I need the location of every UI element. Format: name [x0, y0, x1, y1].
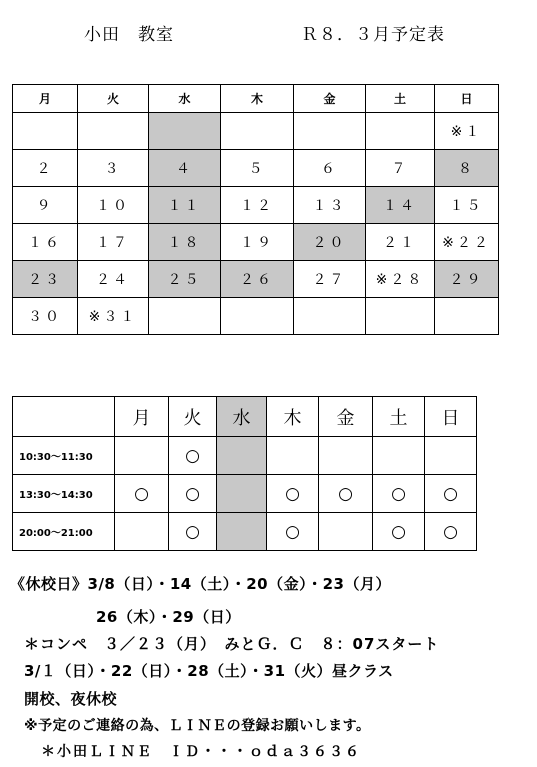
calendar-day-cell: [221, 298, 294, 335]
schedule-slot-cell: [217, 437, 267, 475]
calendar-day-cell: ２９: [435, 261, 499, 298]
closed-days-line-1: 《休校日》3/8（日）・14（土）・20（金）・23（月）: [10, 575, 391, 593]
schedule-slot-cell: [319, 513, 373, 551]
line-id: ＊小田ＬＩＮＥ ＩＤ・・・ｏｄａ３６３６: [41, 744, 361, 760]
calendar-day-cell: ８: [435, 150, 499, 187]
calendar-day-cell: [149, 298, 221, 335]
calendar-day-cell: [78, 113, 149, 150]
calendar-day-cell: １６: [13, 224, 78, 261]
calendar-day-cell: ３: [78, 150, 149, 187]
calendar-week-row: [13, 224, 499, 261]
schedule-slot-cell: ○: [319, 475, 373, 513]
schedule-time-row: [13, 437, 477, 475]
day-class-note: 開校、夜休校: [24, 690, 118, 708]
schedule-slot-cell: [319, 437, 373, 475]
calendar-day-cell: １０: [78, 187, 149, 224]
time-slot-label: 13:30～14:30: [13, 475, 115, 513]
weekday-sun: 日: [435, 85, 499, 113]
calendar-week-row: [13, 298, 499, 335]
schedule-slot-cell: [425, 437, 477, 475]
calendar-day-cell: ２０: [294, 224, 366, 261]
calendar-day-cell: １９: [221, 224, 294, 261]
calendar-day-cell: １８: [149, 224, 221, 261]
weekday-fri: 金: [319, 397, 373, 437]
schedule-slot-cell: [115, 437, 169, 475]
calendar-day-cell: １４: [366, 187, 435, 224]
month-calendar: [12, 84, 499, 335]
calendar-day-cell: ２５: [149, 261, 221, 298]
schedule-slot-cell: ○: [115, 475, 169, 513]
schedule-slot-cell: [115, 513, 169, 551]
calendar-day-cell: ※１: [435, 113, 499, 150]
calendar-day-cell: [435, 298, 499, 335]
time-slot-label: 10:30～11:30: [13, 437, 115, 475]
calendar-day-cell: [294, 113, 366, 150]
calendar-day-cell: [366, 113, 435, 150]
calendar-day-cell: ７: [366, 150, 435, 187]
calendar-day-cell: ２: [13, 150, 78, 187]
calendar-day-cell: [221, 113, 294, 150]
day-class-dates: 3/１（日）・22（日）・28（土）・31（火）昼クラス: [24, 662, 394, 680]
calendar-week-row: [13, 187, 499, 224]
calendar-day-cell: ３０: [13, 298, 78, 335]
calendar-day-cell: １１: [149, 187, 221, 224]
calendar-day-cell: [294, 298, 366, 335]
weekly-class-schedule: [12, 396, 477, 551]
calendar-week-row: [13, 261, 499, 298]
schedule-weekday-row: [13, 397, 477, 437]
calendar-day-cell: ９: [13, 187, 78, 224]
schedule-slot-cell: ○: [267, 513, 319, 551]
competition-note: ＊コンペ ３／２３（月） みとＧ．Ｃ ８：07スタート: [24, 635, 440, 653]
weekday-wed: 水: [217, 397, 267, 437]
weekday-tue: 火: [169, 397, 217, 437]
calendar-day-cell: ２１: [366, 224, 435, 261]
calendar-day-cell: ４: [149, 150, 221, 187]
schedule-slot-cell: [217, 475, 267, 513]
calendar-week-row: [13, 150, 499, 187]
calendar-day-cell: [366, 298, 435, 335]
line-registration-request: ※予定のご連絡の為、ＬＩＮＥの登録お願いします。: [24, 718, 371, 734]
schedule-slot-cell: ○: [373, 513, 425, 551]
schedule-slot-cell: ○: [169, 475, 217, 513]
closed-days-line-2: 26（木）・29（日）: [96, 608, 241, 626]
weekday-wed: 水: [149, 85, 221, 113]
schedule-slot-cell: ○: [425, 475, 477, 513]
schedule-slot-cell: ○: [267, 475, 319, 513]
weekday-thu: 木: [221, 85, 294, 113]
schedule-slot-cell: ○: [373, 475, 425, 513]
schedule-title: Ｒ８．３月予定表: [301, 25, 445, 45]
calendar-day-cell: ※２２: [435, 224, 499, 261]
schedule-slot-cell: ○: [169, 437, 217, 475]
calendar-day-cell: １７: [78, 224, 149, 261]
calendar-day-cell: ※２８: [366, 261, 435, 298]
calendar-day-cell: １５: [435, 187, 499, 224]
calendar-day-cell: １２: [221, 187, 294, 224]
time-header-cell: [13, 397, 115, 437]
calendar-day-cell: [13, 113, 78, 150]
calendar-day-cell: ２７: [294, 261, 366, 298]
schedule-slot-cell: [217, 513, 267, 551]
calendar-day-cell: ２６: [221, 261, 294, 298]
calendar-day-cell: ※３１: [78, 298, 149, 335]
calendar-day-cell: ２３: [13, 261, 78, 298]
weekday-mon: 月: [115, 397, 169, 437]
calendar-weekday-row: [13, 85, 499, 113]
weekday-fri: 金: [294, 85, 366, 113]
calendar-day-cell: ５: [221, 150, 294, 187]
schedule-slot-cell: ○: [169, 513, 217, 551]
schedule-time-row: [13, 475, 477, 513]
weekday-sat: 土: [373, 397, 425, 437]
schedule-slot-cell: [373, 437, 425, 475]
time-slot-label: 20:00～21:00: [13, 513, 115, 551]
calendar-day-cell: [149, 113, 221, 150]
weekday-thu: 木: [267, 397, 319, 437]
schedule-slot-cell: ○: [425, 513, 477, 551]
schedule-slot-cell: [267, 437, 319, 475]
weekday-sun: 日: [425, 397, 477, 437]
calendar-day-cell: ６: [294, 150, 366, 187]
weekday-sat: 土: [366, 85, 435, 113]
calendar-day-cell: １３: [294, 187, 366, 224]
calendar-day-cell: ２４: [78, 261, 149, 298]
calendar-week-row: [13, 113, 499, 150]
class-name: 小田 教室: [84, 25, 174, 45]
weekday-mon: 月: [13, 85, 78, 113]
weekday-tue: 火: [78, 85, 149, 113]
schedule-time-row: [13, 513, 477, 551]
